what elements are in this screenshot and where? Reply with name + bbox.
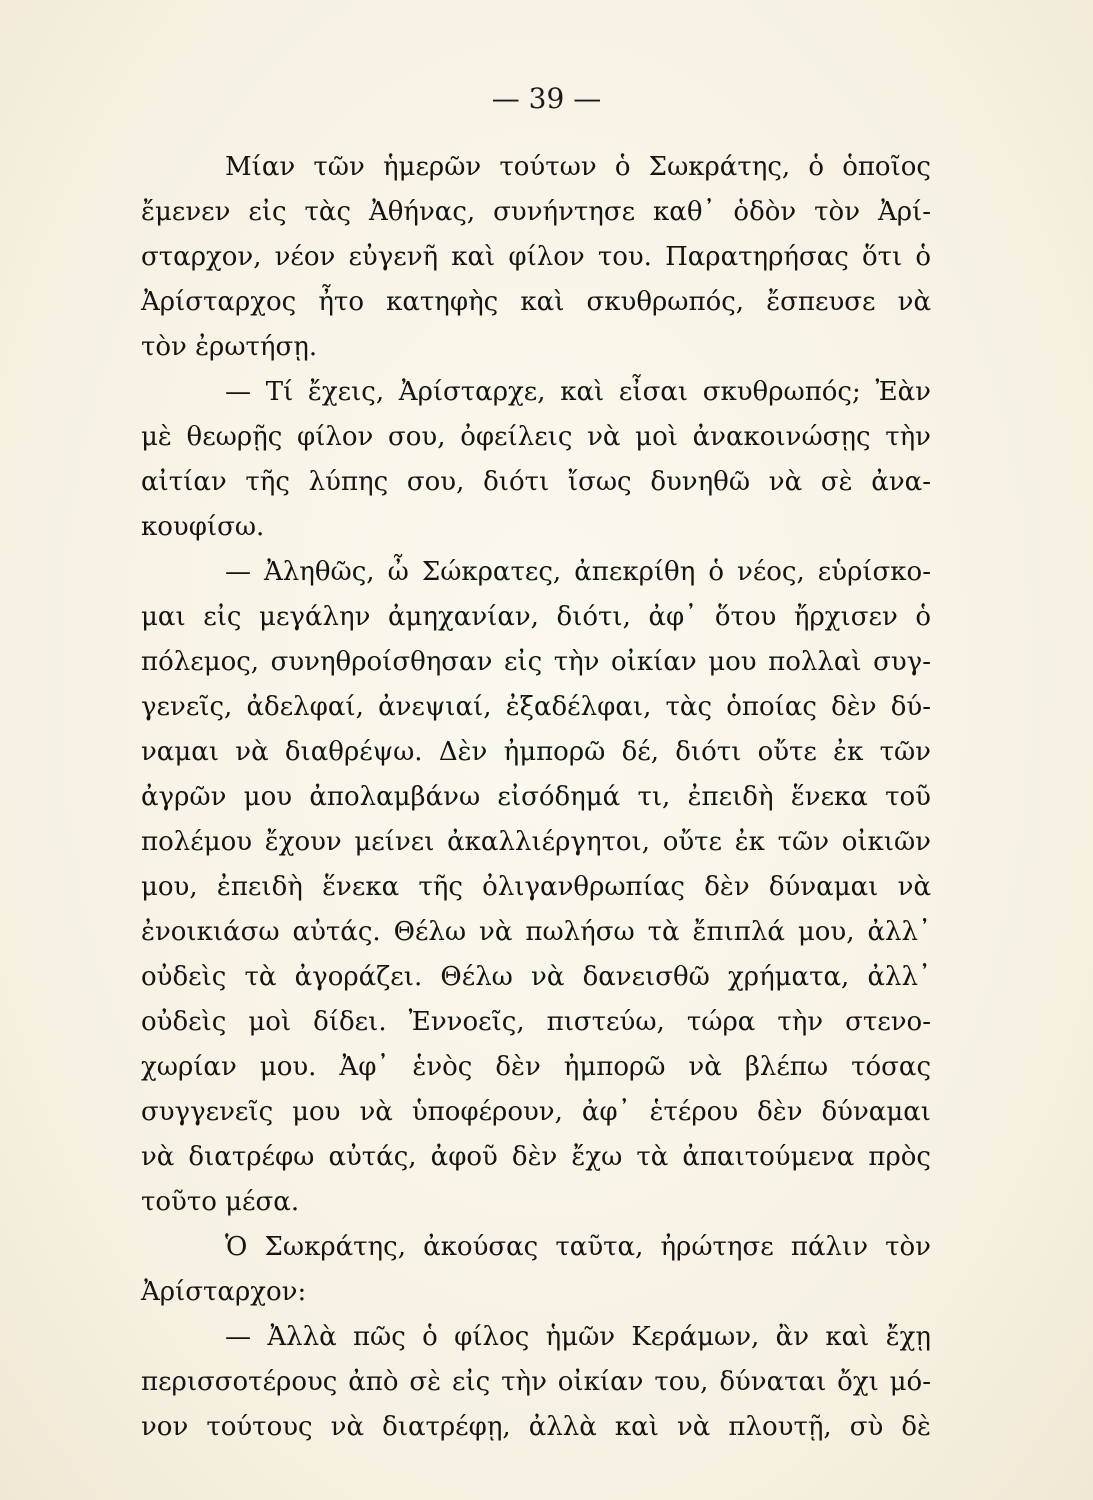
text-line: Ὁ Σωκράτης, ἀκούσας ταῦτα, ἠρώτησε πάλιν τὸν: [225, 1232, 931, 1262]
page-number: — 39 —: [491, 82, 602, 115]
text-line: ἐνοικιάσω αὐτάς. Θέλω νὰ πωλήσω τὰ ἔπιπλά μου, ἀλλ᾽: [141, 917, 931, 947]
text-line: μὲ θεωρῇς φίλον σου, ὀφείλεις νὰ μοὶ ἀνακοινώσῃς τὴν: [141, 422, 931, 452]
text-line: — Ἀλλὰ πῶς ὁ φίλος ἡμῶν Κεράμων, ἂν καὶ ἔχῃ: [225, 1322, 931, 1352]
text-line: νον τούτους νὰ διατρέφῃ, ἀλλὰ καὶ νὰ πλουτῇ, σὺ δὲ: [141, 1412, 931, 1442]
text-line: οὐδεὶς μοὶ δίδει. Ἐννοεῖς, πιστεύω, τώρα τὴν στενο-: [141, 1007, 931, 1037]
text-line: Ἀρίσταρχος ἦτο κατηφὴς καὶ σκυθρωπός, ἔσπευσε νὰ: [141, 287, 931, 317]
text-line: οὐδεὶς τὰ ἀγοράζει. Θέλω νὰ δανεισθῶ χρήματα, ἀλλ᾽: [141, 962, 931, 992]
text-line: — Ἀληθῶς, ὦ Σώκρατες, ἀπεκρίθη ὁ νέος, εὑρίσκο-: [225, 557, 931, 587]
text-line: μου, ἐπειδὴ ἕνεκα τῆς ὀλιγανθρωπίας δὲν δύναμαι νὰ: [141, 872, 931, 902]
text-line: πόλεμος, συνηθροίσθησαν εἰς τὴν οἰκίαν μου πολλαὶ συγ-: [141, 647, 931, 677]
text-line: σταρχον, νέον εὐγενῆ καὶ φίλον του. Παρατηρήσας ὅτι ὁ: [141, 242, 931, 272]
text-line: περισσοτέρους ἀπὸ σὲ εἰς τὴν οἰκίαν του, δύναται ὄχι μό-: [141, 1367, 931, 1397]
text-line: ναμαι νὰ διαθρέψω. Δὲν ἠμπορῶ δέ, διότι οὔτε ἐκ τῶν: [141, 737, 931, 767]
text-line: ἀγρῶν μου ἀπολαμβάνω εἰσόδημά τι, ἐπειδὴ ἕνεκα τοῦ: [141, 782, 931, 812]
text-line: — Τί ἔχεις, Ἀρίσταρχε, καὶ εἶσαι σκυθρωπός; Ἐὰν: [225, 377, 931, 407]
text-line: ἔμενεν εἰς τὰς Ἀθήνας, συνήντησε καθ᾽ ὁδὸν τὸν Ἀρί-: [141, 197, 931, 227]
text-line: νὰ διατρέφω αὐτάς, ἀφοῦ δὲν ἔχω τὰ ἀπαιτούμενα πρὸς: [141, 1142, 931, 1172]
text-line: αἰτίαν τῆς λύπης σου, διότι ἴσως δυνηθῶ νὰ σὲ ἀνα-: [141, 467, 931, 497]
text-line: γενεῖς, ἀδελφαί, ἀνεψιαί, ἐξαδέλφαι, τὰς ὁποίας δὲν δύ-: [141, 692, 931, 722]
text-line: μαι εἰς μεγάλην ἀμηχανίαν, διότι, ἀφ᾽ ὅτου ἤρχισεν ὁ: [141, 602, 931, 632]
body-text: [141, 145, 931, 1450]
text-line: πολέμου ἔχουν μείνει ἀκαλλιέργητοι, οὔτε ἐκ τῶν οἰκιῶν: [141, 827, 931, 857]
text-line: Ἀρίσταρχον:: [141, 1277, 307, 1307]
text-line: τοῦτο μέσα.: [141, 1187, 300, 1217]
text-line: Μίαν τῶν ἡμερῶν τούτων ὁ Σωκράτης, ὁ ὁποῖος: [225, 152, 931, 182]
text-line: συγγενεῖς μου νὰ ὑποφέρουν, ἀφ᾽ ἑτέρου δὲν δύναμαι: [141, 1097, 931, 1127]
text-line: τὸν ἐρωτήσῃ.: [141, 332, 318, 362]
text-line: κουφίσω.: [141, 512, 265, 542]
text-line: χωρίαν μου. Ἀφ᾽ ἑνὸς δὲν ἠμπορῶ νὰ βλέπω τόσας: [141, 1052, 931, 1082]
